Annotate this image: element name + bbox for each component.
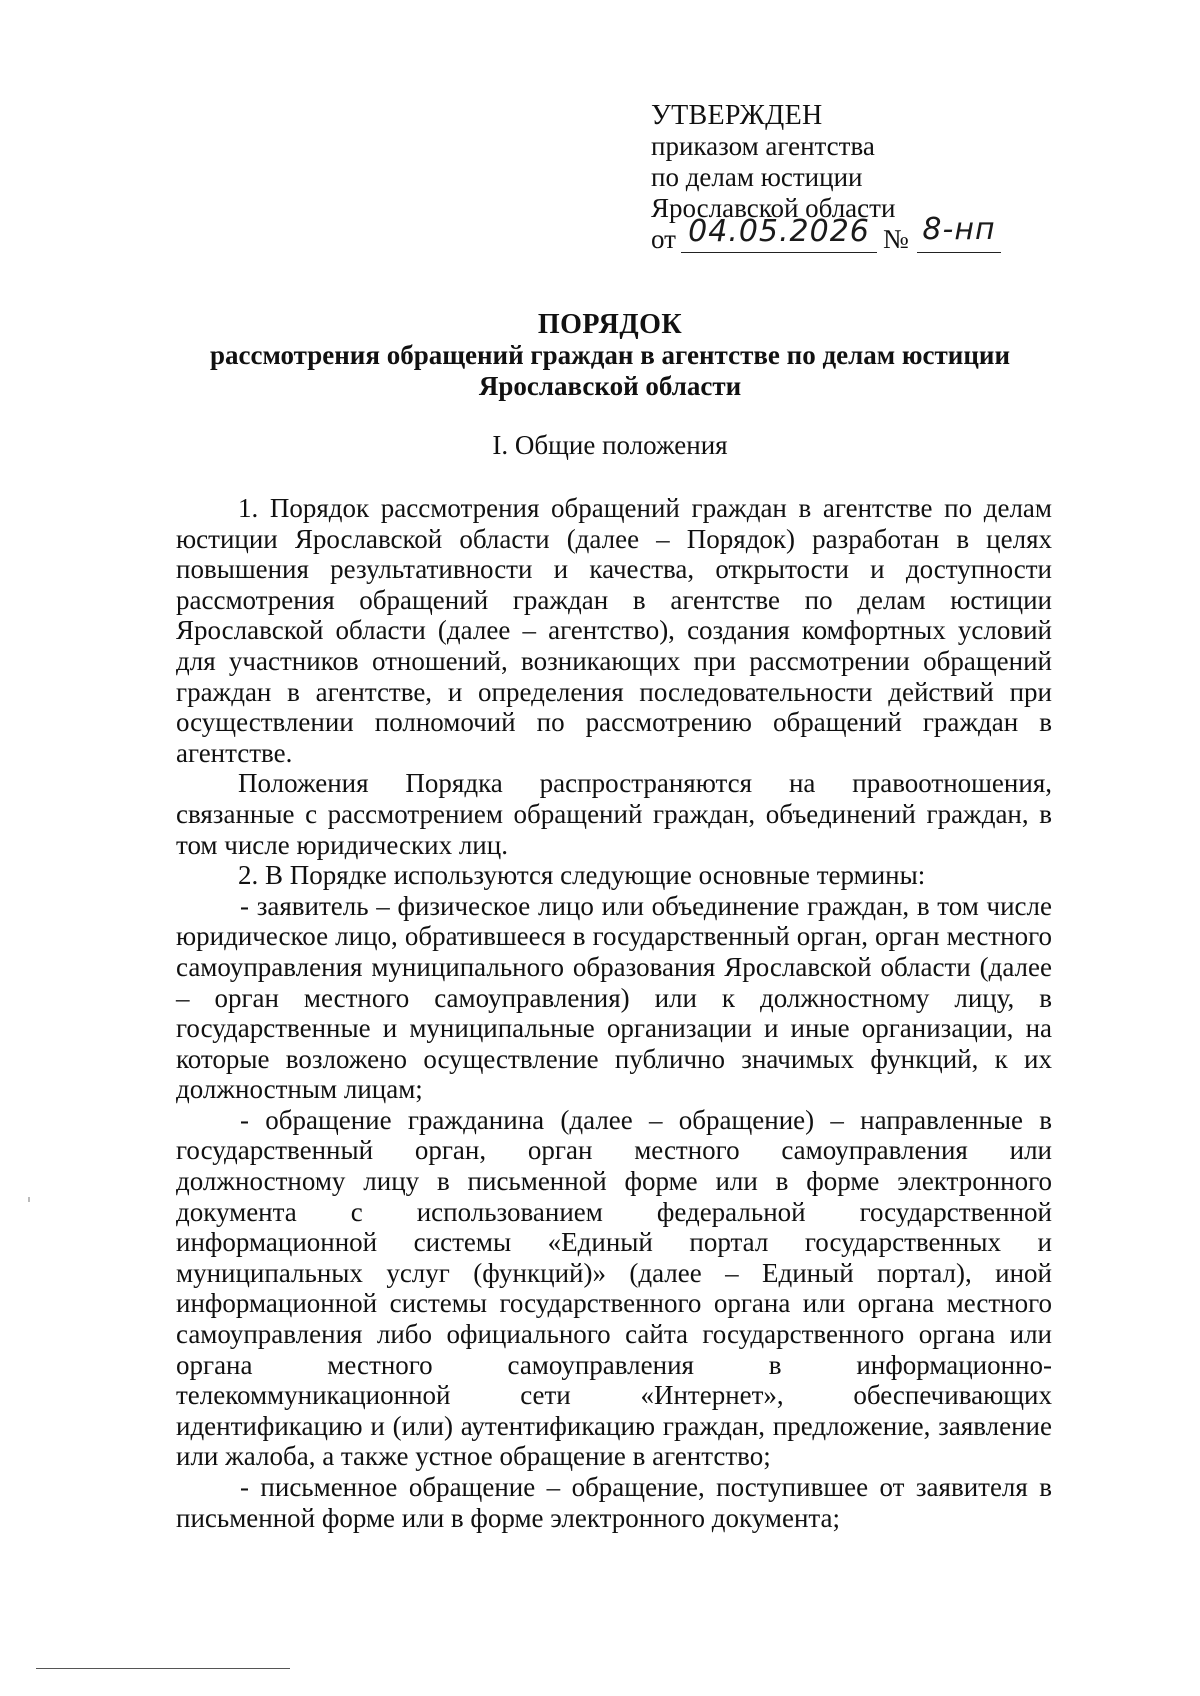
from-label: от bbox=[651, 224, 676, 254]
approval-stamp bbox=[651, 100, 1051, 258]
section-title: I. Общие положения bbox=[492, 430, 728, 460]
approval-line-1: приказом агентства bbox=[651, 131, 875, 161]
approval-reference bbox=[651, 212, 1051, 258]
paragraph-3: 2. В Порядке используются следующие основные термины: bbox=[238, 860, 926, 891]
handwritten-number: 8-нп bbox=[917, 214, 1001, 253]
paragraph-1: 1. Порядок рассмотрения обращений граждан в агентстве по делам юстиции Ярославской области (далее – Порядок) разработан в целях повышения результативности и качества, открытости и доступности рассмотрения обращений граждан в агентстве по делам юстиции Ярославской области (далее – агентство), создания комфортных условий для участников отношений, возникающих при рассмотрении обращений граждан в агентстве, и определения последовательности действий при осуществлении полномочий по рассмотрению обращений граждан в агентстве. bbox=[176, 493, 1052, 768]
document-subtitle-line-1: рассмотрения обращений граждан в агентстве по делам юстиции bbox=[209, 340, 1011, 370]
document-title: ПОРЯДОК bbox=[537, 309, 683, 340]
number-label: № bbox=[883, 224, 909, 254]
paragraph-4: - заявитель – физическое лицо или объединение граждан, в том числе юридическое лицо, обратившееся в государственный орган, орган местного самоуправления муниципального образования Ярославской области (далее – орган местного самоуправления) или к должностному лицу, в государственные и муниципальные организации и иные организации, на которые возложено осуществление публично значимых функций, к их должностным лицам; bbox=[176, 890, 1052, 1105]
document-heading bbox=[170, 309, 1050, 402]
scan-speck bbox=[28, 1197, 30, 1202]
document-body bbox=[176, 493, 1052, 1533]
paragraph-6: - письменное обращение – обращение, поступившее от заявителя в письменной форме или в форме электронного документа; bbox=[176, 1472, 1052, 1533]
paragraph-2: Положения Порядка распространяются на правоотношения, связанные с рассмотрением обращений граждан, объединений граждан, в том числе юридических лиц. bbox=[176, 768, 1052, 860]
footer-rule bbox=[36, 1668, 290, 1669]
approval-title: УТВЕРЖДЕН bbox=[651, 100, 823, 131]
handwritten-date: 04.05.2026 bbox=[681, 216, 877, 253]
document-subtitle-line-2: Ярославской области bbox=[478, 371, 742, 401]
paragraph-5: - обращение гражданина (далее – обращение) – направленные в государственный орган, орган местного самоуправления или должностному лицу в письменной форме или в форме электронного документа с использованием федеральной государственной информационной системы «Единый портал государственных и муниципальных услуг (функций)» (далее – Единый портал), иной информационной системы государственного органа или органа местного самоуправления либо официального сайта государственного органа или органа местного самоуправления в информационно-телекоммуникационной сети «Интернет», обеспечивающих идентификацию и (или) аутентификацию граждан, предложение, заявление или жалоба, а также устное обращение в агентство; bbox=[176, 1104, 1052, 1472]
approval-line-2: по делам юстиции bbox=[651, 162, 863, 192]
approval-line-3: Ярославской области bbox=[651, 193, 896, 223]
